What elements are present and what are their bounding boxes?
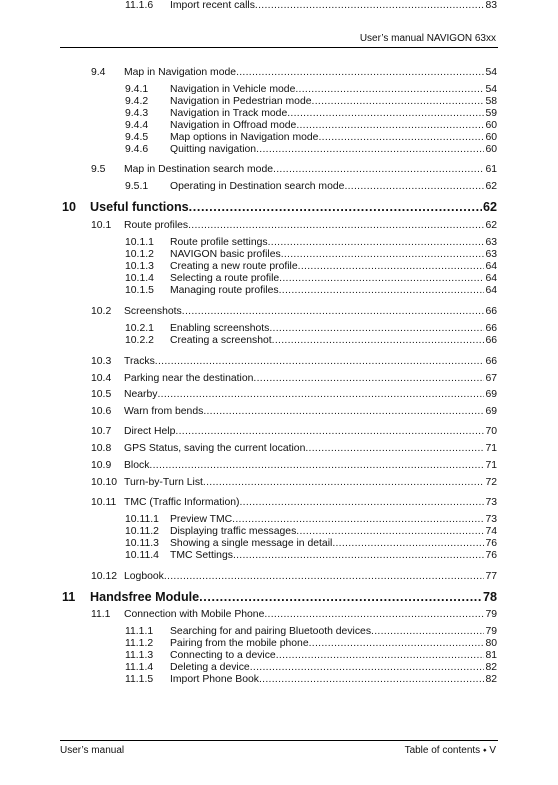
toc-entry[interactable]	[91, 609, 497, 621]
toc-dot-leader	[255, 0, 485, 12]
toc-entry[interactable]	[125, 273, 497, 285]
toc-dot-leader	[332, 538, 484, 550]
toc-dot-leader	[232, 514, 484, 526]
toc-entry-number: 10.8	[91, 443, 112, 454]
toc-entry-page: 62	[485, 220, 497, 231]
toc-entry-title: Logbook	[124, 571, 164, 582]
toc-entry[interactable]	[125, 514, 497, 526]
toc-entry[interactable]	[125, 662, 497, 674]
toc-entry-title: Managing route profiles	[170, 285, 279, 296]
toc-entry[interactable]	[91, 373, 497, 385]
toc-entry-page: 59	[485, 108, 497, 119]
toc-entry-page: 66	[485, 306, 497, 317]
toc-entry-page: 78	[482, 590, 497, 604]
toc-entry-number: 11.1.5	[125, 674, 154, 685]
toc-entry-page: 82	[485, 662, 497, 673]
toc-entry[interactable]	[91, 356, 497, 368]
toc-entry-number: 10.7	[91, 426, 112, 437]
toc-entry-title: Navigation in Vehicle mode	[170, 84, 296, 95]
toc-entry-number: 10.6	[91, 406, 112, 417]
toc-entry-page: 66	[485, 335, 497, 346]
toc-entry-page: 82	[485, 674, 497, 685]
toc-entry-page: 71	[485, 460, 497, 471]
page-footer	[60, 740, 498, 761]
toc-entry-title: Screenshots	[124, 306, 182, 317]
toc-entry-page: 67	[485, 373, 497, 384]
toc-entry-number: 10.4	[91, 373, 112, 384]
toc-entry[interactable]	[125, 0, 497, 12]
toc-entry[interactable]	[125, 538, 497, 550]
toc-entry-title: Selecting a route profile	[170, 273, 280, 284]
toc-entry-title: Useful functions	[90, 200, 189, 214]
toc-entry-page: 80	[485, 638, 497, 649]
toc-entry-number: 10.1.5	[125, 285, 154, 296]
toc-entry[interactable]	[125, 638, 497, 650]
toc-entry-number: 10.3	[91, 356, 112, 367]
toc-entry-page: 54	[485, 67, 497, 78]
toc-entry-title: Map in Navigation mode	[124, 67, 237, 78]
toc-entry-page: 64	[485, 261, 497, 272]
toc-dot-leader	[203, 406, 484, 418]
toc-entry-page: 64	[485, 273, 497, 284]
toc-dot-leader	[236, 67, 484, 79]
toc-entry-number: 10.1.2	[125, 249, 154, 260]
toc-entry-title: Quitting navigation	[170, 144, 257, 155]
toc-entry-title: GPS Status, saving the current location	[124, 443, 306, 454]
toc-entry[interactable]	[91, 477, 497, 489]
toc-dot-leader	[318, 132, 484, 144]
toc-entry-title: Navigation in Pedestrian mode	[170, 96, 312, 107]
header-title: User’s manual NAVIGON 63xx	[359, 33, 496, 44]
toc-dot-leader	[155, 356, 485, 368]
toc-dot-leader	[253, 373, 484, 385]
toc-entry-title: NAVIGON basic profiles	[170, 249, 281, 260]
toc-dot-leader	[272, 335, 485, 347]
toc-dot-leader	[281, 249, 485, 261]
toc-entry-page: 60	[485, 120, 497, 131]
toc-entry-number: 10.9	[91, 460, 112, 471]
toc-entry[interactable]	[91, 497, 497, 509]
toc-entry-page: 69	[485, 406, 497, 417]
toc-entry-title: Parking near the destination	[124, 373, 254, 384]
toc-entry-title: Map options in Navigation mode	[170, 132, 319, 143]
toc-dot-leader	[295, 84, 484, 96]
toc-entry-number: 11.1.6	[125, 0, 154, 11]
toc-entry-page: 79	[485, 626, 497, 637]
toc-entry[interactable]	[125, 335, 497, 347]
toc-entry-number: 9.4.4	[125, 120, 149, 131]
toc-entry-number: 10.11	[91, 497, 117, 508]
toc-entry[interactable]	[125, 132, 497, 144]
toc-entry[interactable]	[91, 406, 497, 418]
footer-left-text: User’s manual	[60, 745, 125, 756]
footer-right-text: Table of contents ⬩ V	[404, 745, 496, 756]
toc-dot-leader	[256, 144, 484, 156]
toc-entry-number: 10.2.2	[125, 335, 154, 346]
toc-entry-page: 63	[485, 237, 497, 248]
toc-dot-leader	[188, 220, 484, 232]
toc-entry-page: 74	[485, 526, 497, 537]
toc-dot-leader	[305, 443, 484, 455]
toc-entry-title: Navigation in Track mode	[170, 108, 288, 119]
toc-entry-number: 10	[62, 200, 77, 214]
toc-entry[interactable]	[125, 120, 497, 132]
toc-entry-number: 10.5	[91, 389, 112, 400]
toc-entry-title: Warn from bends	[124, 406, 204, 417]
toc-entry-title: Enabling screenshots	[170, 323, 270, 334]
toc-entry-number: 10.1.1	[125, 237, 154, 248]
toc-entry[interactable]	[125, 108, 497, 120]
toc-entry-title: Displaying traffic messages	[170, 526, 297, 537]
toc-dot-leader	[149, 460, 484, 472]
toc-entry[interactable]	[91, 306, 497, 318]
toc-entry-number: 10.10	[91, 477, 118, 488]
toc-entry[interactable]	[125, 181, 497, 193]
toc-entry-page: 69	[485, 389, 497, 400]
toc-dot-leader	[268, 237, 485, 249]
toc-entry-title: Route profiles	[124, 220, 189, 231]
toc-entry-number: 9.4.3	[125, 108, 149, 119]
toc-entry[interactable]	[91, 460, 497, 472]
toc-entry[interactable]	[125, 261, 497, 273]
toc-dot-leader	[371, 626, 484, 638]
toc-entry-number: 9.4.1	[125, 84, 149, 95]
toc-entry[interactable]	[91, 164, 497, 176]
toc-entry-title: Turn-by-Turn List	[124, 477, 203, 488]
toc-entry[interactable]	[91, 571, 497, 583]
toc-dot-leader	[287, 108, 484, 120]
toc-entry-number: 10.12	[91, 571, 118, 582]
toc-entry-number: 9.5	[91, 164, 106, 175]
toc-entry-title: Handsfree Module	[90, 590, 200, 604]
toc-dot-leader	[269, 323, 484, 335]
toc-dot-leader	[233, 550, 485, 562]
toc-entry[interactable]	[125, 96, 497, 108]
toc-dot-leader	[279, 285, 485, 297]
toc-entry-page: 76	[485, 538, 497, 549]
toc-dot-leader	[164, 571, 485, 583]
toc-entry-page: 79	[485, 609, 497, 620]
toc-entry-number: 9.4.5	[125, 132, 149, 143]
toc-dot-leader	[239, 497, 484, 509]
toc-entry-number: 11.1.3	[125, 650, 154, 661]
toc-entry-page: 83	[485, 0, 497, 11]
toc-entry-number: 10.11.4	[125, 550, 159, 561]
toc-dot-leader	[203, 477, 485, 489]
toc-entry-number: 10.11.1	[125, 514, 159, 525]
toc-entry-page: 76	[485, 550, 497, 561]
toc-entry-number: 11.1.1	[125, 626, 154, 637]
toc-entry-number: 10.1	[91, 220, 112, 231]
toc-dot-leader	[199, 590, 482, 605]
toc-dot-leader	[250, 662, 485, 674]
toc-entry-number: 10.11.3	[125, 538, 159, 549]
toc-dot-leader	[312, 96, 485, 108]
toc-entry-title: Navigation in Offroad mode	[170, 120, 297, 131]
toc-entry[interactable]	[91, 220, 497, 232]
toc-entry[interactable]	[125, 650, 497, 662]
toc-dot-leader	[276, 650, 485, 662]
toc-entry-number: 9.5.1	[125, 181, 149, 192]
toc-dot-leader	[296, 120, 484, 132]
toc-entry-number: 9.4	[91, 67, 106, 78]
toc-entry[interactable]	[125, 285, 497, 297]
toc-entry-title: Searching for and pairing Bluetooth devices	[170, 626, 372, 637]
toc-dot-leader	[309, 638, 485, 650]
toc-entry-page: 71	[485, 443, 497, 454]
toc-dot-leader	[182, 306, 485, 318]
toc-entry[interactable]	[125, 144, 497, 156]
toc-entry-page: 60	[485, 144, 497, 155]
toc-entry-page: 54	[485, 84, 497, 95]
toc-entry[interactable]	[91, 443, 497, 455]
toc-entry-page: 66	[485, 323, 497, 334]
toc-dot-leader	[158, 389, 485, 401]
toc-entry-number: 11.1.2	[125, 638, 154, 649]
toc-entry-number: 11.1	[91, 609, 111, 620]
toc-entry-title: Pairing from the mobile phone	[170, 638, 309, 649]
toc-entry-title: Connecting to a device	[170, 650, 276, 661]
toc-entry-number: 9.4.2	[125, 96, 149, 107]
toc-entry[interactable]	[91, 389, 497, 401]
toc-entry-title: TMC Settings	[170, 550, 233, 561]
toc-entry-page: 64	[485, 285, 497, 296]
toc-entry[interactable]	[125, 626, 497, 638]
toc-entry-number: 10.2	[91, 306, 112, 317]
toc-entry[interactable]	[125, 237, 497, 249]
toc-entry[interactable]	[125, 674, 497, 686]
toc-entry-number: 10.2.1	[125, 323, 154, 334]
toc-entry-number: 10.1.4	[125, 273, 154, 284]
toc-entry[interactable]	[125, 323, 497, 335]
toc-entry-page: 73	[485, 514, 497, 525]
toc-entry-title: Tracks	[124, 356, 155, 367]
toc-entry-number: 10.11.2	[125, 526, 159, 537]
toc-entry-number: 11	[62, 590, 76, 604]
toc-entry-title: Direct Help	[124, 426, 176, 437]
toc-dot-leader	[189, 200, 482, 215]
toc-entry-title: Connection with Mobile Phone	[124, 609, 265, 620]
toc-dot-leader	[264, 609, 484, 621]
toc-entry[interactable]	[125, 526, 497, 538]
toc-entry[interactable]	[125, 550, 497, 562]
toc-entry-page: 70	[485, 426, 497, 437]
toc-dot-leader	[273, 164, 484, 176]
toc-entry[interactable]	[91, 67, 497, 79]
toc-entry-page: 58	[485, 96, 497, 107]
toc-entry[interactable]	[125, 249, 497, 261]
toc-entry-page: 73	[485, 497, 497, 508]
toc-dot-leader	[344, 181, 484, 193]
toc-dot-leader	[259, 674, 484, 686]
toc-entry-page: 66	[485, 356, 497, 367]
toc-entry-title: Nearby	[124, 389, 158, 400]
toc-entry-title: TMC (Traffic Information)	[124, 497, 240, 508]
toc-entry[interactable]	[62, 590, 497, 605]
toc-entry-page: 62	[482, 200, 497, 214]
toc-entry-title: Block	[124, 460, 150, 471]
toc-entry[interactable]	[91, 426, 497, 438]
toc-entry-title: Creating a screenshot	[170, 335, 272, 346]
toc-entry-page: 62	[485, 181, 497, 192]
toc-dot-leader	[296, 526, 484, 538]
toc-entry-title: Operating in Destination search mode	[170, 181, 345, 192]
toc-entry-number: 9.4.6	[125, 144, 149, 155]
toc-entry-title: Import recent calls	[170, 0, 255, 11]
toc-entry[interactable]	[125, 84, 497, 96]
toc-dot-leader	[175, 426, 484, 438]
toc-entry-title: Deleting a device	[170, 662, 250, 673]
toc-entry-title: Creating a new route profile	[170, 261, 298, 272]
toc-entry-title: Preview TMC	[170, 514, 233, 525]
toc-entry-title: Map in Destination search mode	[124, 164, 274, 175]
toc-entry-page: 77	[485, 571, 497, 582]
toc-entry[interactable]	[62, 200, 497, 215]
toc-entry-page: 60	[485, 132, 497, 143]
toc-entry-title: Showing a single message in detail	[170, 538, 333, 549]
toc-entry-page: 72	[485, 477, 497, 488]
toc-dot-leader	[298, 261, 485, 273]
toc-entry-title: Route profile settings	[170, 237, 268, 248]
toc-entry-number: 11.1.4	[125, 662, 154, 673]
toc-entry-page: 63	[485, 249, 497, 260]
toc-entry-number: 10.1.3	[125, 261, 154, 272]
toc-entry-title: Import Phone Book	[170, 674, 259, 685]
toc-dot-leader	[279, 273, 484, 285]
toc-entry-page: 61	[485, 164, 497, 175]
toc-entry-page: 81	[485, 650, 497, 661]
